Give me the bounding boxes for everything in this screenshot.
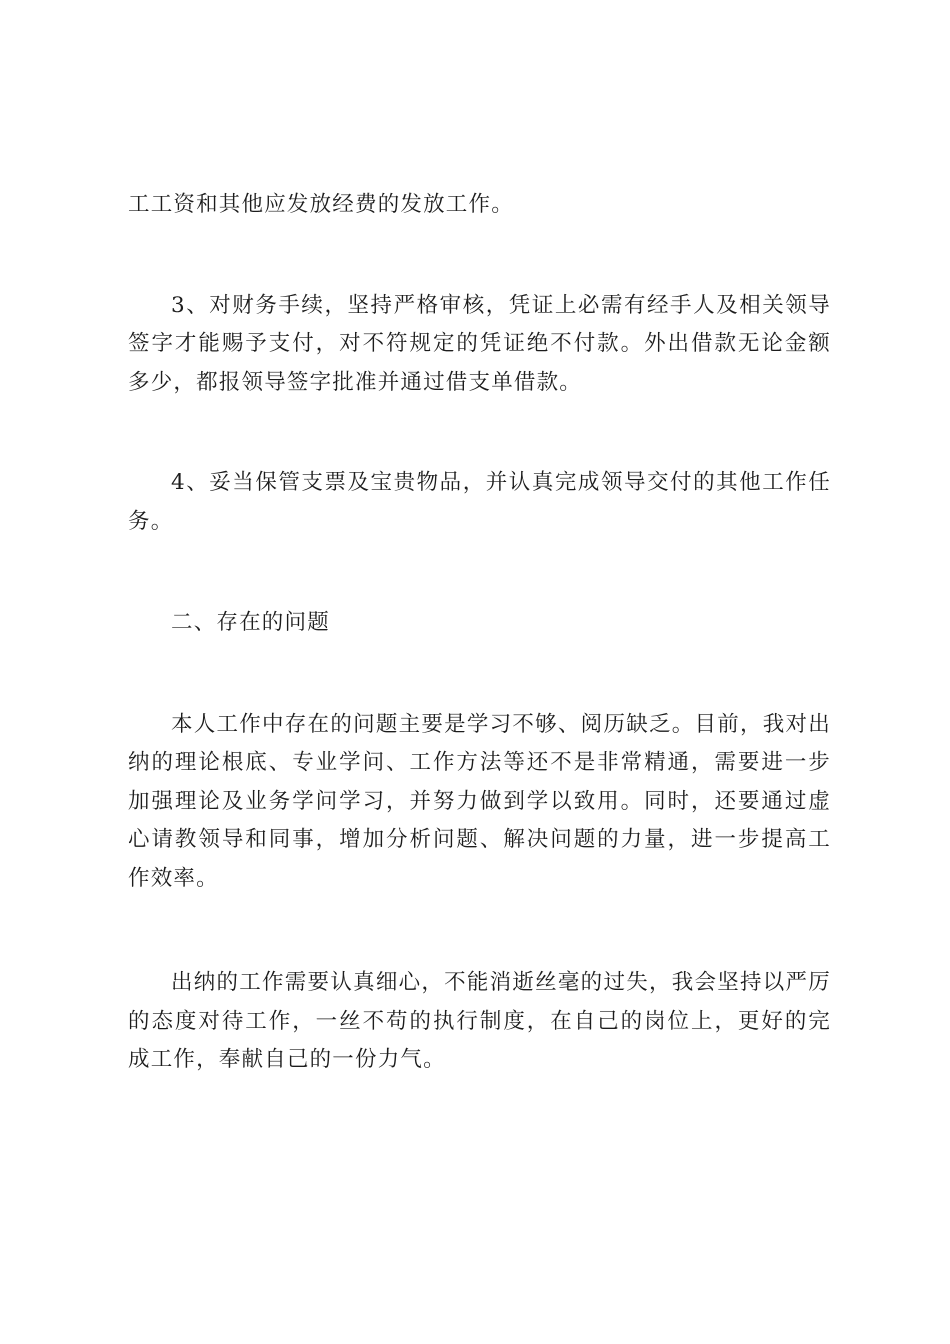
document-body	[128, 186, 831, 1080]
paragraph-item-4: 4、妥当保管支票及宝贵物品，并认真完成领导交付的其他工作任务。	[128, 470, 831, 534]
paragraph-continuation: 工工资和其他应发放经费的发放工作。	[128, 192, 514, 217]
paragraph-item-3: 3、对财务手续，坚持严格审核，凭证上必需有经手人及相关领导签字才能赐予支付，对不符规定的凭证绝不付款。外出借款无论金额多少，都报领导签字批准并通过借支单借款。	[128, 292, 831, 395]
paragraph-conclusion: 出纳的工作需要认真细心，不能消逝丝毫的过失，我会坚持以严厉的态度对待工作，一丝不苟的执行制度，在自己的岗位上，更好的完成工作，奉献自己的一份力气。	[128, 970, 831, 1072]
section-heading-problems: 二、存在的问题	[171, 610, 330, 635]
paragraph-problems: 本人工作中存在的问题主要是学习不够、阅历缺乏。目前，我对出纳的理论根底、专业学问、工作方法等还不是非常精通，需要进一步加强理论及业务学问学习，并努力做到学以致用。同时，还要通过虚心请教领导和同事，增加分析问题、解决问题的力量，进一步提高工作效率。	[128, 711, 831, 891]
